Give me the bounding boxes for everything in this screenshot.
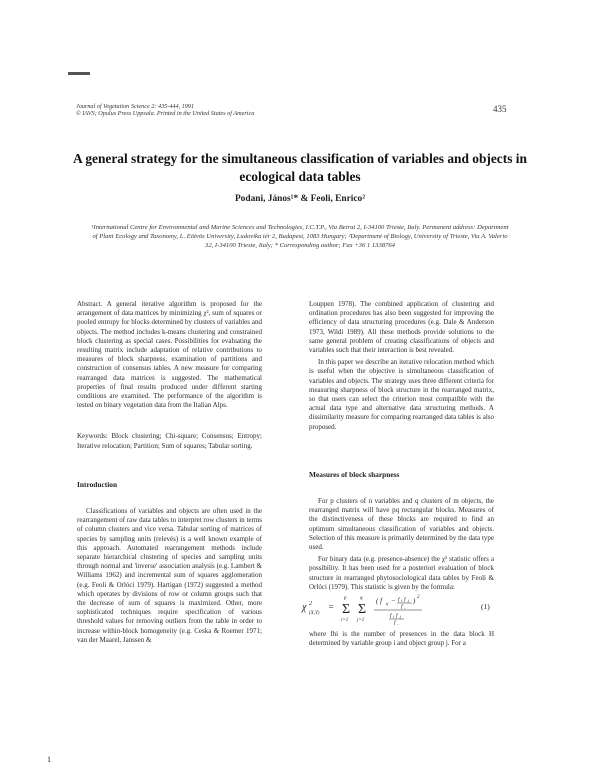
journal-line-1: Journal of Vegetation Science 2: 435-444, 1991	[76, 103, 195, 110]
svg-text:2: 2	[309, 601, 312, 607]
page-number: 435	[493, 104, 507, 114]
abstract-column	[77, 300, 262, 645]
svg-text:f: f	[390, 613, 392, 619]
keywords: Keywords: Block clustering; Chi-square; Consensus; Entropy; Iterative relocation; Partition; Sum of squares; Tabular sorting.	[77, 432, 262, 450]
svg-text:i.: i.	[401, 598, 404, 603]
right-column	[309, 300, 494, 592]
introduction-text: Classifications of variables and objects are often used in the rearrangement of raw data tables to interpret row clusters in terms of column clusters and vice versa. Tabular sorting of matrices of species by sampling units (relevés) is a well known example of this approach. Automated rearrangement methods include separate hierarchical clustering of species and sampling units through normal and 'inverse' association analysis (e.g. Lambert & Williams 1962) and incremental sum of squares agglomeration (e.g. Feoli & Orlóci 1979). Hartigan (1972) suggested a method which operates by divisions of row or column groups such that the decrease of sum of squares is maximized. Other, more sophisticated techniques require specification of various threshold values for removing outliers from the table in order to increase within-block homogeneity (e.g. Ceska & Roemer 1971; van der Maarel, Janssen &	[77, 507, 262, 644]
journal-citation	[76, 103, 254, 118]
svg-text:..: ..	[397, 621, 399, 626]
svg-text:Σ: Σ	[358, 602, 367, 617]
svg-text:..: ..	[404, 605, 406, 610]
svg-text:ij: ij	[386, 601, 389, 606]
svg-text:): )	[413, 597, 416, 605]
svg-text:i.: i.	[393, 614, 396, 619]
svg-text:.j: .j	[407, 598, 410, 603]
affiliation: ¹International Centre for Environmental and Marine Sciences and Technologies, I.C.T.P., Via Beirut 2, I-34100 Trieste, Italy. Permanent address: Department of Plant Ecology and Taxonomy, L. Eötvös University, Ludovika tér 2, Budapest, 1083 Hungary; ²Department of Biology, University of Trieste, Via A. Valerio 32, I-34100 Trieste, Italy; * Corresponding author; Fax +36 1 1338764	[91, 224, 509, 249]
right-paragraph-5: where fhi is the number of presences in the data block H determined by variable group i and object group j. For a	[309, 630, 494, 648]
chi-square-equation	[300, 588, 500, 626]
svg-text:.j: .j	[399, 614, 402, 619]
left-margin-number: 1	[47, 755, 51, 764]
right-paragraph-4: For binary data (e.g. presence-absence) the χ² statistic offers a possibility. It has been used for a posteriori evaluation of block structure in rearranged phytosociological data tables by Feoli & Orlóci (1979). This statistic is given by the formula:	[309, 555, 494, 591]
paper-title: A general strategy for the simultaneous classification of variables and objects in ecological data tables	[73, 151, 527, 184]
svg-text:−: −	[391, 597, 396, 605]
corner-mark	[68, 72, 90, 75]
svg-text:f: f	[404, 597, 406, 603]
abstract: Abstract. A general iterative algorithm is proposed for the arrangement of data matrices by minimizing χ², sum of squares or pooled entropy for blocks determined by clusters of variables and objects. The method includes k-means clustering and constrained block clustering as special cases. Possibilities for evaluating the resulting matrix include adaptation of relative contributions to measures of block sharpness, examination of partitions and construction of consensus tables. A new measure for comparing rearranged data matrices is suggested. The mathematical properties of final results produced under different starting conditions are examined. The performance of the algorithm is tested on binary vegetation data from the Italian Alps.	[77, 300, 262, 410]
right-paragraph-1: Louppen 1978). The combined application of clustering and ordination procedures has also been suggested for improving the efficiency of data structuring procedures (e.g. Dale & Anderson 1973, Wildi 1989). All these methods provide solutions to the same general problem of creating classifications of objects and variables such that their interaction is best revealed.	[309, 300, 494, 355]
svg-text:χ: χ	[302, 602, 307, 613]
svg-text:Σ: Σ	[342, 602, 351, 617]
right-column-continued	[309, 630, 494, 648]
right-paragraph-3: For p clusters of n variables and q clusters of m objects, the rearranged matrix will have pq rectangular blocks. Measures of the distinctiveness of these blocks are required to find an optimum simultaneous classification of variables and objects. Selection of this measure is primarily determined by the data type used.	[309, 497, 494, 552]
svg-text:i=1: i=1	[341, 618, 349, 623]
svg-text:2: 2	[417, 595, 420, 600]
svg-text:f: f	[401, 604, 403, 610]
svg-text:(X,Y): (X,Y)	[309, 611, 320, 616]
right-paragraph-2: In this paper we describe an iterative relocation method which is useful when the objective is simultaneous classification of variables and objects. The strategy uses three different criteria for measuring sharpness of block structure in the rearranged matrix, so that users can select the criterion most compatible with the actual data type and alternative data structuring methods. A dissimilarity measure for comparing rearranged data tables is also proposed.	[309, 358, 494, 431]
equation-number: (1)	[481, 602, 490, 611]
svg-text:( f: ( f	[376, 597, 383, 605]
svg-text:q: q	[360, 596, 363, 601]
svg-text:f: f	[398, 597, 400, 603]
svg-text:f: f	[394, 620, 396, 626]
introduction-heading: Introduction	[77, 479, 118, 489]
svg-text:f: f	[396, 613, 398, 619]
measures-heading: Measures of block sharpness	[309, 469, 400, 479]
svg-text:p: p	[344, 596, 347, 601]
journal-line-2: © IAVS; Opulus Press Uppsala. Printed in the United States of America	[76, 110, 255, 118]
svg-text:j=1: j=1	[357, 618, 365, 623]
authors: Podani, János¹* & Feoli, Enrico²	[234, 194, 366, 204]
svg-text:=: =	[328, 602, 335, 612]
